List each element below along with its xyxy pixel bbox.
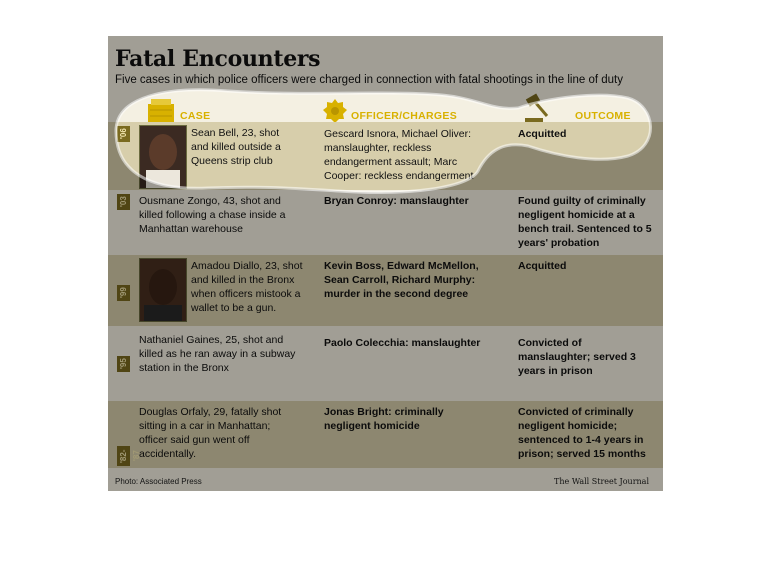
highlight-overlay: [108, 36, 663, 491]
graphic-panel: [108, 36, 663, 491]
